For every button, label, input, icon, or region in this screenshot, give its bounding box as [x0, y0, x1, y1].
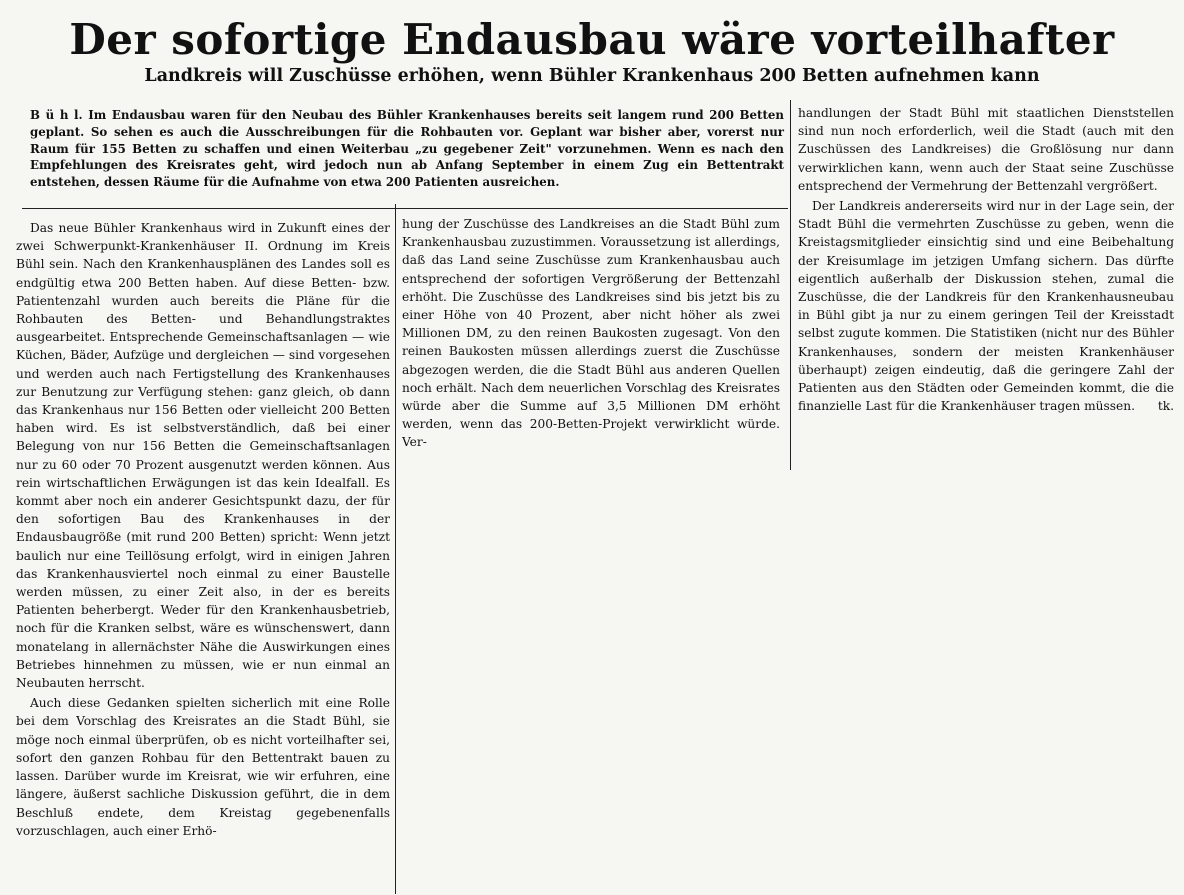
body-paragraph: hung der Zuschüsse des Landkreises an die Stadt Bühl zum Krankenhausbau zuzustimmen. Voraussetzung ist allerdings, daß das Land seine Zuschüsse zum Krankenhausbau auch entsprechend der sofortigen Vergrößerung der Bettenzahl erhöht. Die Zuschüsse des Landkreises sind bis jetzt bis zu einer Höhe von 40 Prozent, aber nicht höher als zwei Millionen DM, zu den reinen Baukosten zugesagt. Von den reinen Baukosten müssen allerdings zuerst die Zuschüsse abgezogen werden, die die Stadt Bühl aus anderen Quellen noch erhält. Nach dem neuerlichen Vorschlag des Kreisrates würde aber die Summe auf 3,5 Millionen DM erhöht werden, wenn das 200-Betten-Projekt verwirklicht würde. Ver- — [402, 217, 780, 450]
column-right — [798, 104, 1174, 464]
body-paragraph: handlungen der Stadt Bühl mit staatlichen Dienststellen sind nun noch erforderlich, weil die Stadt (auch mit den Zuschüssen des Landkreises) die Großlösung nur dann verwirklichen kann, wenn auch der Staat seine Zuschüsse entsprechend der Vermehrung der Bettenzahl vergrößert. — [798, 106, 1174, 193]
column-left — [16, 219, 390, 889]
column-middle — [402, 215, 780, 465]
lead-paragraph: B ü h l. Im Endausbau waren für den Neubau des Bühler Krankenhauses bereits seit langem rund 200 Betten geplant. So sehen es auch die Ausschreibungen für die Rohbauten vor. Geplant war bisher aber, vorerst nur Raum für 155 Betten zu schaffen und einen Weiterbau „zu gegebener Zeit" vorzunehmen. Wenn es nach den Empfehlungen des Kreisrates geht, wird jedoch nun ab Anfang September in einem Zug ein Bettentrakt entstehen, dessen Räume für die Aufnahme von etwa 200 Patienten ausreichen. — [30, 108, 784, 190]
body-paragraph — [798, 197, 1174, 415]
lead-divider — [22, 208, 788, 209]
body-paragraph: Das neue Bühler Krankenhaus wird in Zukunft eines der zwei Schwerpunkt-Krankenhäuser II. Ordnung im Kreis Bühl sein. Nach den Krankenhausplänen des Landes soll es endgültig etwa 200 Betten haben. Auf diese Betten- bzw. Patientenzahl wurden auch bereits die Pläne für die Rohbauten des Betten- und Behandlungstraktes ausgearbeitet. Entsprechende Gemeinschaftsanlagen — wie Küchen, Bäder, Aufzüge und dergleichen — sind vorgesehen und werden auch nach Fertigstellung des Krankenhauses zur Benutzung zur Verfügung stehen: ganz gleich, ob dann das Krankenhaus nur 156 Betten oder vielleicht 200 Betten haben wird. Es ist selbstverständlich, daß bei einer Belegung von nur 156 Betten die Gemeinschaftsanlagen nur zu 60 oder 70 Prozent ausgenutzt werden können. Aus rein wirtschaftlichen Erwägungen ist das kein Idealfall. Es kommt aber noch ein anderer Gesichtspunkt dazu, der für den sofortigen Bau des Krankenhauses in der Endausbaugröße (mit rund 200 Betten) spricht: Wenn jetzt baulich nur eine Teillösung erfolgt, wird in einigen Jahren das Krankenhausviertel noch einmal zu einer Baustelle werden müssen, zu einer Zeit also, in der es bereits Patienten beherbergt. Weder für den Krankenhausbetrieb, noch für die Kranken selbst, wäre es wünschenswert, dann monatelang in allernächster Nähe die Auswirkungen eines Betriebes hinnehmen zu müssen, wie er nun einmal an Neubauten herrscht. — [16, 221, 390, 691]
subheadline: Landkreis will Zuschüsse erhöhen, wenn Bühler Krankenhaus 200 Betten aufnehmen kann — [144, 66, 1040, 86]
headline: Der sofortige Endausbau wäre vorteilhafter — [69, 15, 1115, 64]
closing-paragraph-text: Der Landkreis andererseits wird nur in der Lage sein, der Stadt Bühl die vermehrten Zuschüsse zu geben, wenn die Kreistagsmitglieder einsichtig sind und eine Beibehaltung der Kreisumlage im jetzigen Umfang sichern. Das dürfte eigentlich außerhalb der Diskussion stehen, zumal die Zuschüsse, die der Landkreis für den Krankenhausneubau in Bühl gibt ja nur zu einem geringen Teil der Kreisstadt selbst zugute kommen. Die Statistiken (nicht nur des Bühler Krankenhauses, sondern der meisten Krankenhäuser überhaupt) zeigen eindeutig, daß die geringere Zahl der Patienten aus den Städten oder Gemeinden kommt, die die finanzielle Last für die Krankenhäuser tragen müssen. — [798, 199, 1174, 414]
column-divider — [395, 204, 396, 894]
author-signature: tk. — [1157, 399, 1174, 414]
body-paragraph: Auch diese Gedanken spielten sicherlich mit eine Rolle bei dem Vorschlag des Kreisrates an die Stadt Bühl, sie möge noch einmal überprüfen, ob es nicht vorteilhafter sei, sofort den ganzen Rohbau für den Bettentrakt bauen zu lassen. Darüber wurde im Kreisrat, wie wir erfuhren, eine längere, äußerst sachliche Diskussion geführt, die in dem Beschluß endete, dem Kreistag gegebenenfalls vorzuschlagen, auch einer Erhö- — [16, 696, 390, 838]
column-divider — [790, 100, 791, 470]
